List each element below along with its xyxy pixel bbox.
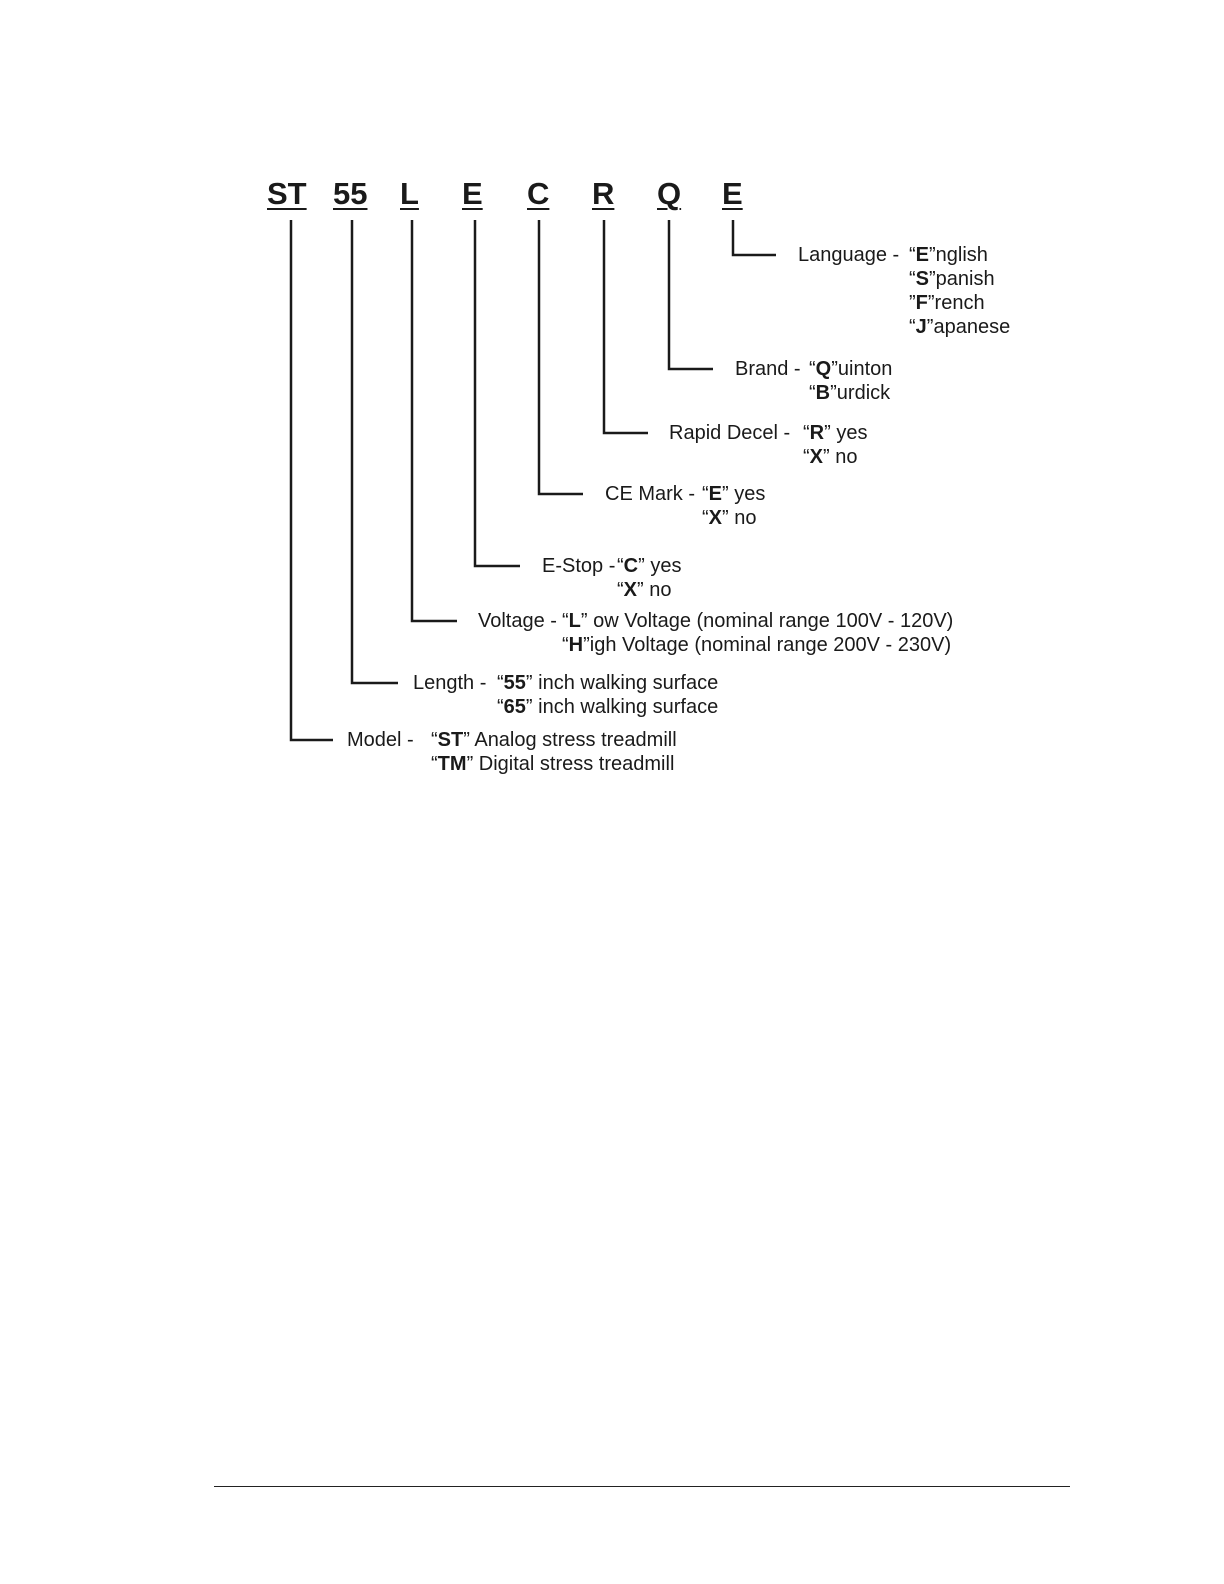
code-letter-7: E — [722, 176, 743, 211]
option-key: E — [708, 483, 723, 505]
option-description: ” no — [637, 579, 672, 601]
option-key: F — [915, 292, 928, 314]
legend-label: Length - — [413, 672, 487, 694]
legend-option-text — [809, 357, 892, 381]
option-description: ” yes — [638, 555, 682, 577]
option-description: ”panish — [929, 268, 995, 290]
code-letter-3: E — [462, 176, 483, 211]
option-key: TM — [437, 753, 467, 775]
option-description: ” ow Voltage (nominal range 100V - 120V) — [580, 610, 954, 632]
option-key: H — [568, 634, 584, 656]
code-letter-6: Q — [657, 176, 682, 211]
legend-option-text — [562, 633, 951, 657]
open-quote: “ — [562, 610, 569, 632]
option-key: X — [708, 507, 723, 529]
connector-line-4 — [539, 220, 583, 494]
open-quote: “ — [497, 672, 504, 694]
option-key: J — [915, 316, 927, 338]
option-key: X — [623, 579, 638, 601]
option-description: ” Digital stress treadmill — [466, 753, 675, 775]
open-quote: “ — [617, 579, 624, 601]
footer-divider — [214, 1486, 1070, 1487]
option-description: ” no — [823, 446, 858, 468]
legend-option-text — [909, 267, 995, 291]
connector-line-2 — [412, 220, 457, 621]
legend-option-text — [702, 506, 756, 530]
option-key: 65 — [503, 696, 526, 718]
open-quote: “ — [909, 316, 916, 338]
connector-line-5 — [604, 220, 648, 433]
legend-option-text — [617, 578, 671, 602]
option-description: ”nglish — [929, 244, 988, 266]
legend-label: CE Mark - — [605, 483, 695, 505]
open-quote: “ — [803, 446, 810, 468]
legend-label: Language - — [798, 244, 900, 266]
open-quote: “ — [431, 753, 438, 775]
legend-option-text — [809, 381, 890, 405]
option-description: ” inch walking surface — [525, 696, 719, 718]
open-quote: “ — [909, 244, 916, 266]
connector-line-7 — [733, 220, 776, 255]
open-quote: “ — [809, 358, 816, 380]
option-description: ” yes — [722, 483, 766, 505]
open-quote: “ — [702, 507, 709, 529]
legend-option-text — [909, 315, 1010, 339]
legend-option-text — [803, 445, 857, 469]
option-description: ” no — [722, 507, 757, 529]
legend-option-text — [431, 752, 674, 776]
open-quote: “ — [562, 634, 569, 656]
option-key: Q — [815, 358, 832, 380]
legend-option-text — [702, 482, 765, 506]
option-key: C — [623, 555, 639, 577]
option-key: S — [915, 268, 930, 290]
option-description: ”urdick — [830, 382, 891, 404]
legend-label: Brand - — [735, 358, 801, 380]
code-letter-4: C — [527, 176, 550, 211]
option-key: R — [809, 422, 825, 444]
legend-option-text — [803, 421, 867, 445]
legend-option-text — [497, 695, 718, 719]
legend-label: Rapid Decel - — [669, 422, 791, 444]
open-quote: “ — [617, 555, 624, 577]
legend-label: Model - — [347, 729, 414, 751]
open-quote: “ — [809, 382, 816, 404]
connector-line-1 — [352, 220, 398, 683]
option-key: ST — [437, 729, 464, 751]
legend-option-text — [431, 728, 677, 752]
option-description: ”uinton — [831, 358, 893, 380]
code-letter-2: L — [400, 176, 419, 211]
legend-option-text — [562, 609, 953, 633]
option-description: ”rench — [927, 292, 985, 314]
connector-line-3 — [475, 220, 520, 566]
option-key: L — [568, 610, 581, 632]
option-key: B — [815, 382, 831, 404]
option-description: ” yes — [824, 422, 868, 444]
legend-option-text — [617, 554, 681, 578]
legend-option-text — [909, 291, 985, 315]
option-description: ” Analog stress treadmill — [463, 729, 677, 751]
option-description: ”igh Voltage (nominal range 200V - 230V) — [583, 634, 952, 656]
open-quote: “ — [702, 483, 709, 505]
connector-line-0 — [291, 220, 333, 740]
open-quote: “ — [431, 729, 438, 751]
legend-option-text — [909, 243, 988, 267]
code-letter-5: R — [592, 176, 615, 211]
option-key: X — [809, 446, 824, 468]
connector-line-6 — [669, 220, 713, 369]
option-description: ” inch walking surface — [525, 672, 719, 694]
legend-option-text — [497, 671, 718, 695]
open-quote: “ — [803, 422, 810, 444]
option-key: 55 — [503, 672, 526, 694]
open-quote: “ — [497, 696, 504, 718]
legend-label: Voltage - — [478, 610, 557, 632]
code-letter-1: 55 — [333, 176, 368, 211]
code-letter-0: ST — [267, 176, 307, 211]
open-quote: “ — [909, 268, 916, 290]
option-key: E — [915, 244, 930, 266]
legend-label: E-Stop - — [542, 555, 616, 577]
open-quote: ” — [909, 292, 916, 314]
option-description: ”apanese — [926, 316, 1011, 338]
